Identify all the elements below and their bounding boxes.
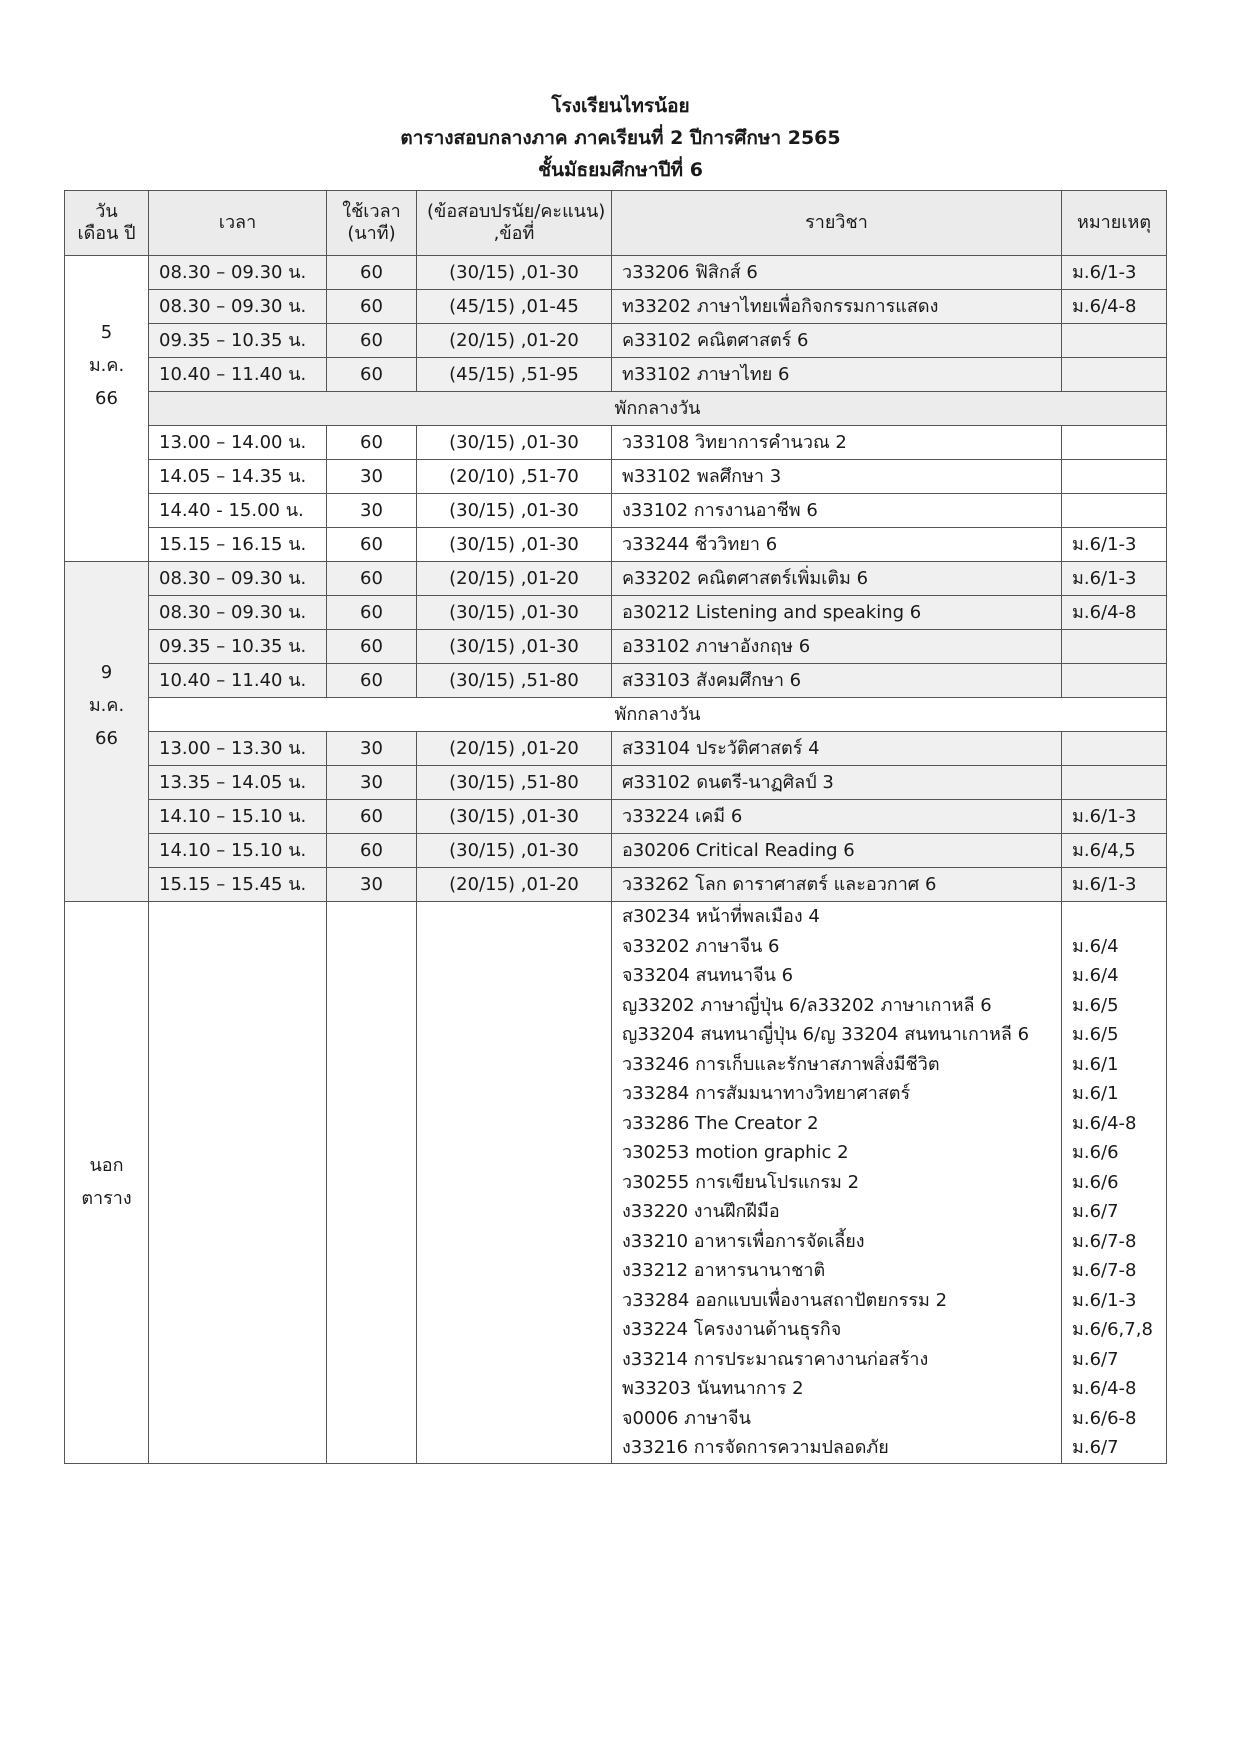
duration-cell [327,902,417,1464]
subject-cell: ส33104 ประวัติศาสตร์ 4 [612,732,1062,766]
subject-cell: ง33210 อาหารเพื่อการจัดเลี้ยง [612,1227,1062,1257]
note-cell [1062,630,1167,664]
note-cell: ม.6/5 [1062,991,1167,1021]
lunch-break-label: พักกลางวัน [149,698,1167,732]
subject-cell: ง33220 งานฝึกฝีมือ [612,1197,1062,1227]
outside-schedule-label: นอก ตาราง [65,902,149,1464]
subject-cell: ง33214 การประมาณราคางานก่อสร้าง [612,1345,1062,1375]
table-row [65,528,1167,562]
note-cell: ม.6/1-3 [1062,528,1167,562]
table-row [65,664,1167,698]
grade-title: ชั้นมัธยมศึกษาปีที่ 6 [538,159,703,181]
items-cell: (30/15) ,51-80 [417,664,612,698]
table-row [65,596,1167,630]
subject-cell: จ0006 ภาษาจีน [612,1404,1062,1434]
subject-cell: ว33224 เคมี 6 [612,800,1062,834]
time-cell: 14.10 – 15.10 น. [149,834,327,868]
note-cell: ม.6/1-3 [1062,1286,1167,1316]
subject-cell: จ33204 สนทนาจีน 6 [612,961,1062,991]
table-row [65,460,1167,494]
note-cell: ม.6/4-8 [1062,290,1167,324]
subject-cell: ง33212 อาหารนานาชาติ [612,1256,1062,1286]
duration-cell: 30 [327,732,417,766]
items-cell: (45/15) ,01-45 [417,290,612,324]
subject-cell: ว33108 วิทยาการคำนวณ 2 [612,426,1062,460]
items-cell: (30/15) ,01-30 [417,256,612,290]
note-cell: ม.6/1 [1062,1050,1167,1080]
header-row [65,191,1167,256]
subject-cell: อ30212 Listening and speaking 6 [612,596,1062,630]
subject-cell: ญ33204 สนทนาญี่ปุ่น 6/ญ 33204 สนทนาเกาหลี 6 [612,1020,1062,1050]
col-time: เวลา [149,191,327,256]
subject-cell: ว33262 โลก ดาราศาสตร์ และอวกาศ 6 [612,868,1062,902]
subject-cell: ว33244 ชีววิทยา 6 [612,528,1062,562]
time-cell [149,902,327,1464]
items-cell: (30/15) ,01-30 [417,596,612,630]
note-cell [1062,664,1167,698]
subject-cell: อ30206 Critical Reading 6 [612,834,1062,868]
duration-cell: 30 [327,766,417,800]
duration-cell: 60 [327,426,417,460]
note-cell: ม.6/1 [1062,1079,1167,1109]
note-cell [1062,902,1167,932]
items-cell: (45/15) ,51-95 [417,358,612,392]
note-cell [1062,324,1167,358]
time-cell: 13.00 – 14.00 น. [149,426,327,460]
school-name: โรงเรียนไทรน้อย [551,95,690,117]
table-row [65,358,1167,392]
day2-section [65,562,1167,902]
duration-cell: 60 [327,630,417,664]
subject-cell: ว33246 การเก็บและรักษาสภาพสิ่งมีชีวิต [612,1050,1062,1080]
time-cell: 08.30 – 09.30 น. [149,256,327,290]
duration-cell: 60 [327,664,417,698]
duration-cell: 60 [327,562,417,596]
subject-cell: พ33102 พลศึกษา 3 [612,460,1062,494]
subject-cell: ง33216 การจัดการความปลอดภัย [612,1433,1062,1463]
time-cell: 09.35 – 10.35 น. [149,630,327,664]
time-cell: 13.35 – 14.05 น. [149,766,327,800]
note-cell [1062,732,1167,766]
note-cell: ม.6/4,5 [1062,834,1167,868]
items-cell: (30/15) ,01-30 [417,528,612,562]
table-row [65,290,1167,324]
day2-date: 9 ม.ค. 66 [65,562,149,902]
items-cell: (20/15) ,01-20 [417,868,612,902]
day1-section [65,256,1167,562]
note-cell: ม.6/4 [1062,932,1167,962]
exam-schedule-table [64,190,1167,1464]
subject-cell: ว33284 การสัมมนาทางวิทยาศาสตร์ [612,1079,1062,1109]
lunch-break-row [65,698,1167,732]
note-cell: ม.6/6-8 [1062,1404,1167,1434]
note-cell: ม.6/7-8 [1062,1256,1167,1286]
duration-cell: 30 [327,460,417,494]
note-cell [1062,494,1167,528]
table-row [65,800,1167,834]
note-cell: ม.6/7 [1062,1197,1167,1227]
time-cell: 15.15 – 15.45 น. [149,868,327,902]
items-cell: (30/15) ,01-30 [417,494,612,528]
table-row [65,630,1167,664]
lunch-break-label: พักกลางวัน [149,392,1167,426]
time-cell: 10.40 – 11.40 น. [149,358,327,392]
table-row [65,732,1167,766]
note-cell: ม.6/6 [1062,1168,1167,1198]
note-cell [1062,358,1167,392]
table-row [65,494,1167,528]
col-subject: รายวิชา [612,191,1062,256]
note-cell [1062,426,1167,460]
col-note: หมายเหตุ [1062,191,1167,256]
note-cell: ม.6/4 [1062,961,1167,991]
note-cell [1062,766,1167,800]
document-header [0,90,1241,186]
note-cell: ม.6/4-8 [1062,596,1167,630]
subject-cell: ค33202 คณิตศาสตร์เพิ่มเติม 6 [612,562,1062,596]
duration-cell: 60 [327,358,417,392]
time-cell: 09.35 – 10.35 น. [149,324,327,358]
subject-cell: ง33102 การงานอาชีพ 6 [612,494,1062,528]
lunch-break-row [65,392,1167,426]
items-cell: (30/15) ,01-30 [417,426,612,460]
day1-date: 5 ม.ค. 66 [65,256,149,562]
subject-cell: ค33102 คณิตศาสตร์ 6 [612,324,1062,358]
note-cell: ม.6/5 [1062,1020,1167,1050]
note-cell: ม.6/6 [1062,1138,1167,1168]
note-cell: ม.6/1-3 [1062,562,1167,596]
table-row [65,256,1167,290]
note-cell: ม.6/7 [1062,1433,1167,1463]
time-cell: 14.05 – 14.35 น. [149,460,327,494]
note-cell: ม.6/1-3 [1062,800,1167,834]
subject-cell: จ33202 ภาษาจีน 6 [612,932,1062,962]
table-row [65,562,1167,596]
subject-cell: ส30234 หน้าที่พลเมือง 4 [612,902,1062,932]
table-row [65,902,1167,932]
subject-cell: ท33202 ภาษาไทยเพื่อกิจกรรมการแสดง [612,290,1062,324]
time-cell: 10.40 – 11.40 น. [149,664,327,698]
items-cell: (30/15) ,01-30 [417,630,612,664]
subject-cell: ว33286 The Creator 2 [612,1109,1062,1139]
subject-cell: ญ33202 ภาษาญี่ปุ่น 6/ล33202 ภาษาเกาหลี 6 [612,991,1062,1021]
subject-cell: อ33102 ภาษาอังกฤษ 6 [612,630,1062,664]
subject-cell: ท33102 ภาษาไทย 6 [612,358,1062,392]
duration-cell: 30 [327,868,417,902]
subject-cell: พ33203 นันทนาการ 2 [612,1374,1062,1404]
duration-cell: 60 [327,596,417,630]
subject-cell: ว33206 ฟิสิกส์ 6 [612,256,1062,290]
duration-cell: 60 [327,290,417,324]
subject-cell: ว33284 ออกแบบเพื่องานสถาปัตยกรรม 2 [612,1286,1062,1316]
duration-cell: 60 [327,834,417,868]
col-items: (ข้อสอบปรนัย/คะแนน) ,ข้อที่ [417,191,612,256]
note-cell: ม.6/7 [1062,1345,1167,1375]
duration-cell: 60 [327,800,417,834]
subject-cell: ง33224 โครงงานด้านธุรกิจ [612,1315,1062,1345]
note-cell: ม.6/7-8 [1062,1227,1167,1257]
note-cell: ม.6/4-8 [1062,1109,1167,1139]
table-row [65,426,1167,460]
items-cell: (20/10) ,51-70 [417,460,612,494]
subject-cell: ว30253 motion graphic 2 [612,1138,1062,1168]
col-date: วัน เดือน ปี [65,191,149,256]
items-cell [417,902,612,1464]
items-cell: (20/15) ,01-20 [417,562,612,596]
table-row [65,868,1167,902]
time-cell: 14.10 – 15.10 น. [149,800,327,834]
time-cell: 08.30 – 09.30 น. [149,290,327,324]
time-cell: 14.40 - 15.00 น. [149,494,327,528]
items-cell: (30/15) ,01-30 [417,834,612,868]
subject-cell: ส33103 สังคมศึกษา 6 [612,664,1062,698]
subject-cell: ศ33102 ดนตรี-นาฏศิลป์ 3 [612,766,1062,800]
note-cell: ม.6/1-3 [1062,256,1167,290]
time-cell: 08.30 – 09.30 น. [149,562,327,596]
items-cell: (30/15) ,51-80 [417,766,612,800]
note-cell [1062,460,1167,494]
note-cell: ม.6/6,7,8 [1062,1315,1167,1345]
duration-cell: 60 [327,256,417,290]
duration-cell: 30 [327,494,417,528]
outside-schedule-section [65,902,1167,1464]
col-duration: ใช้เวลา (นาที) [327,191,417,256]
subject-cell: ว30255 การเขียนโปรแกรม 2 [612,1168,1062,1198]
time-cell: 15.15 – 16.15 น. [149,528,327,562]
time-cell: 08.30 – 09.30 น. [149,596,327,630]
time-cell: 13.00 – 13.30 น. [149,732,327,766]
exam-title: ตารางสอบกลางภาค ภาคเรียนที่ 2 ปีการศึกษา 2565 [400,127,841,149]
items-cell: (20/15) ,01-20 [417,732,612,766]
items-cell: (30/15) ,01-30 [417,800,612,834]
duration-cell: 60 [327,324,417,358]
table-row [65,766,1167,800]
duration-cell: 60 [327,528,417,562]
note-cell: ม.6/4-8 [1062,1374,1167,1404]
table-row [65,834,1167,868]
table-row [65,324,1167,358]
note-cell: ม.6/1-3 [1062,868,1167,902]
items-cell: (20/15) ,01-20 [417,324,612,358]
